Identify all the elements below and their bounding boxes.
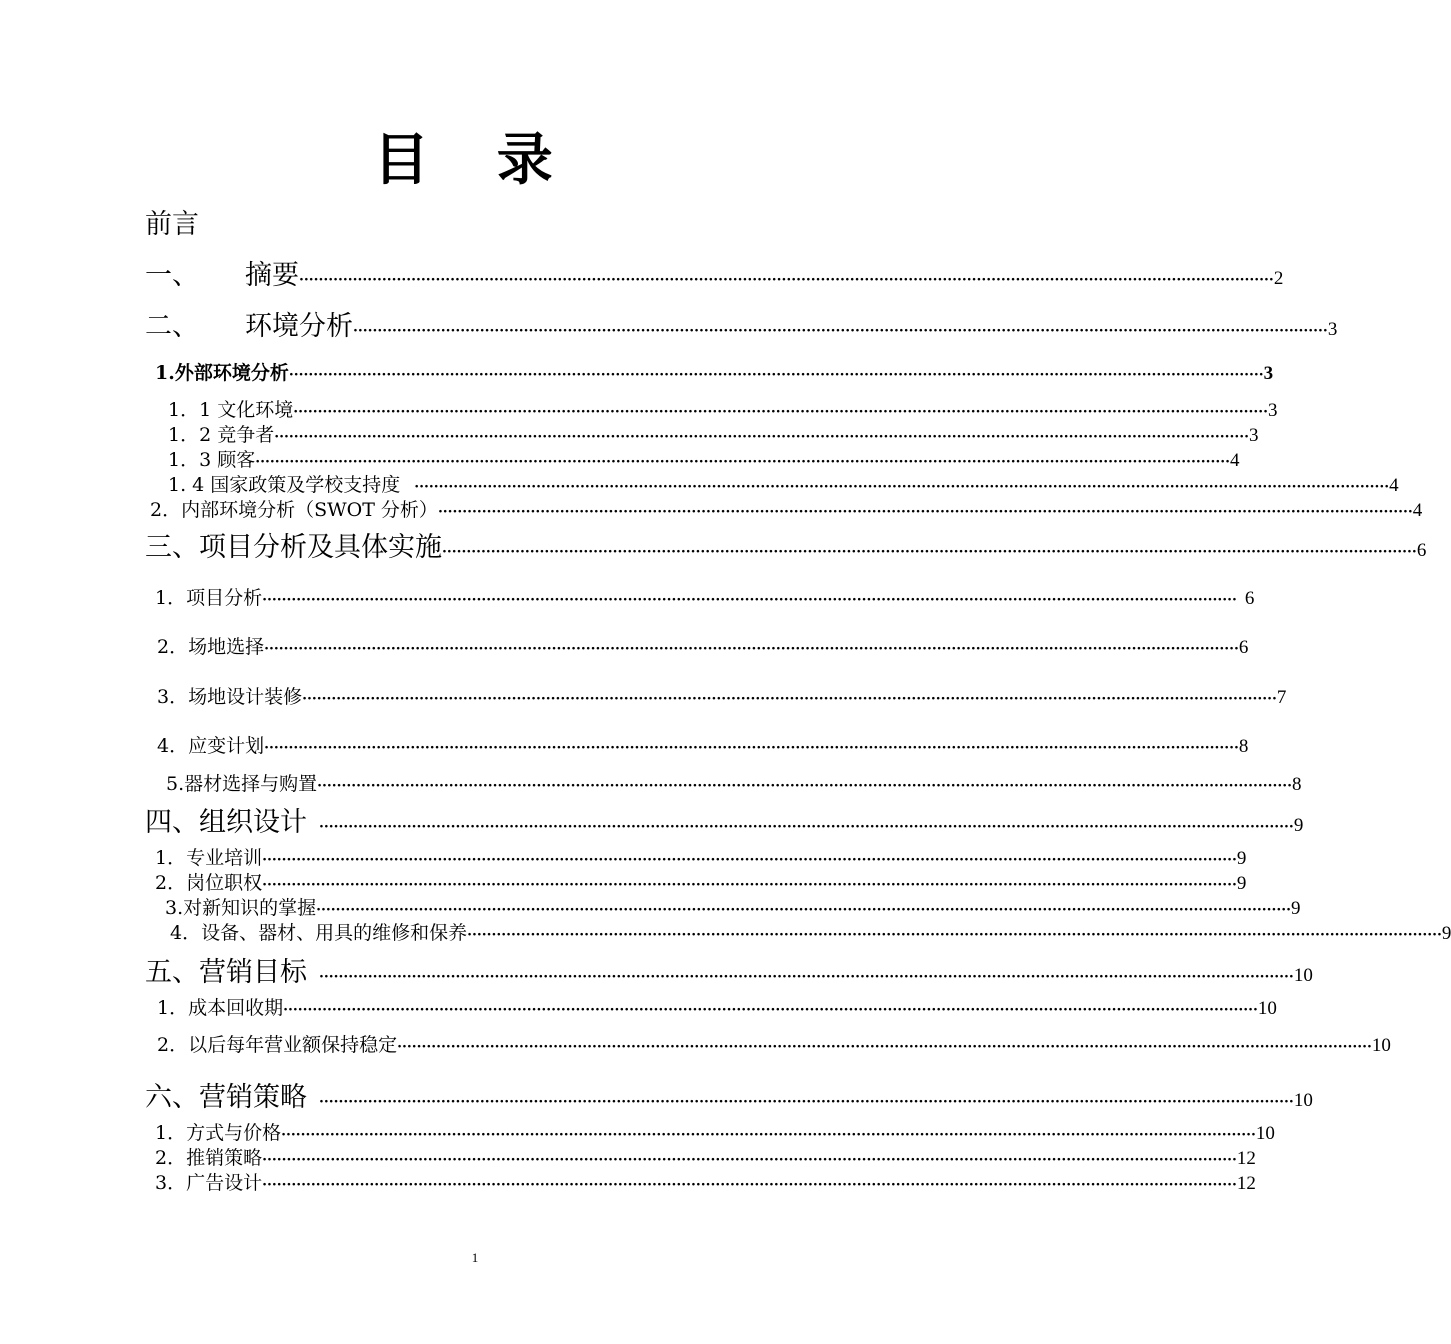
toc-entry-title: 2．以后每年营业额保持稳定 (157, 1034, 398, 1056)
toc-entry-page: 3 (1327, 319, 1338, 340)
toc-entry-title: 2．内部环境分析（SWOT 分析） (150, 499, 438, 521)
toc-entry-3[interactable] (145, 530, 1427, 570)
toc-entry-4-2[interactable] (155, 870, 1247, 898)
toc-entry-title: 2．岗位职权 (155, 872, 263, 894)
toc-entry-6-3[interactable] (155, 1170, 1256, 1198)
toc-entry-page: 4 (1389, 475, 1399, 496)
dot-leader: ········································································································································································································ (262, 852, 1237, 868)
dot-leader: ········································································································································································································ (317, 778, 1292, 794)
toc-entry-title: 4．设备、器材、用具的维修和保养 (170, 922, 468, 944)
toc-entry-3-1[interactable] (155, 585, 1255, 613)
toc-entry-page: 10 (1255, 1123, 1275, 1144)
dot-leader: ········································································································································································································ (283, 1002, 1258, 1018)
toc-entry-page: 10 (1371, 1035, 1391, 1056)
toc-entry-5-1[interactable] (157, 995, 1277, 1023)
page-title: 目 录 (373, 127, 577, 193)
toc-entry-title: 四、组织设计 (145, 807, 307, 838)
toc-entry-2[interactable] (145, 309, 1338, 349)
toc-entry-2-1-4[interactable] (168, 472, 1399, 500)
toc-entry-2-1[interactable] (155, 360, 1274, 388)
dot-leader: ········································································································································································································ (299, 272, 1274, 288)
toc-entry-title: 五、营销目标 (145, 957, 307, 988)
toc-entry-page: 6 (1416, 540, 1427, 561)
toc-entry-2-1-3[interactable] (168, 447, 1240, 475)
toc-entry-page: 8 (1238, 736, 1249, 757)
toc-entry-page: 6 (1238, 637, 1249, 658)
toc-entry-title: 1．专业培训 (155, 847, 263, 869)
dot-leader: ········································································································································································································ (397, 1039, 1372, 1055)
toc-entry-title: 环境分析 (245, 311, 353, 342)
dot-leader: ········································································································································································································ (262, 592, 1237, 608)
toc-entry-page: 12 (1236, 1173, 1256, 1194)
toc-entry-page: 6 (1244, 588, 1255, 609)
preface-heading: 前言 (145, 209, 199, 240)
dot-leader: ········································································································································································································ (264, 740, 1239, 756)
toc-entry-title: 1.外部环境分析 (155, 362, 289, 384)
dot-leader: ········································································································································································································ (255, 454, 1231, 470)
toc-entry-title: 2．推销策略 (155, 1147, 263, 1169)
dot-leader: ········································································································································································································ (319, 819, 1294, 835)
page-number: 1 (471, 1250, 479, 1265)
toc-entry-title: 1．2 竞争者 (168, 424, 275, 446)
dot-leader: ········································································································································································································ (262, 1177, 1237, 1193)
toc-entry-page: 9 (1293, 815, 1304, 836)
dot-leader: ········································································································································································································ (319, 1094, 1294, 1110)
toc-entry-page: 7 (1276, 687, 1287, 708)
dot-leader: ········································································································································································································ (467, 927, 1442, 943)
toc-entry-title: 摘要 (245, 260, 299, 291)
toc-entry-4-4[interactable] (170, 920, 1451, 948)
toc-entry-6-2[interactable] (155, 1145, 1256, 1173)
dot-leader: ········································································································································································································ (262, 877, 1237, 893)
toc-entry-page: 2 (1273, 268, 1284, 289)
toc-entry-page: 4 (1230, 450, 1240, 471)
toc-entry-page: 8 (1291, 774, 1302, 795)
toc-entry-2-1-2[interactable] (168, 422, 1259, 450)
toc-entry-5-2[interactable] (157, 1032, 1391, 1060)
toc-entry-title: 1．3 顾客 (168, 449, 256, 471)
dot-leader: ········································································································································································································ (319, 969, 1294, 985)
dot-leader: ········································································································································································································ (316, 902, 1291, 918)
toc-entry-3-4[interactable] (157, 733, 1249, 761)
dot-leader: ········································································································································································································ (262, 1152, 1237, 1168)
toc-entry-2-2[interactable] (150, 497, 1423, 525)
dot-leader: ········································································································································································································ (293, 404, 1269, 420)
toc-entry-title: 2．场地选择 (157, 636, 265, 658)
toc-entry-6[interactable] (145, 1080, 1313, 1120)
dot-leader: ········································································································································································································ (442, 544, 1417, 560)
dot-leader: ········································································································································································································ (353, 323, 1328, 339)
toc-entry-3-2[interactable] (157, 634, 1249, 662)
dot-leader: ········································································································································································································ (414, 479, 1390, 495)
toc-entry-title: 4．应变计划 (157, 735, 265, 757)
toc-entry-3-5[interactable] (166, 771, 1302, 799)
dot-leader: ········································································································································································································ (288, 367, 1264, 383)
toc-entry-title: 1. 4 国家政策及学校支持度 (168, 474, 401, 496)
toc-entry-page: 10 (1293, 965, 1313, 986)
toc-entry-title: 3．广告设计 (155, 1172, 263, 1194)
toc-entry-page: 3 (1263, 363, 1274, 384)
toc-entry-3-3[interactable] (157, 684, 1287, 712)
toc-entry-page: 9 (1236, 873, 1247, 894)
toc-entry-title: 1．方式与价格 (155, 1122, 282, 1144)
toc-entry-4-3[interactable] (165, 895, 1301, 923)
toc-entry-page: 4 (1412, 500, 1423, 521)
toc-entry-page: 9 (1290, 898, 1301, 919)
toc-entry-page: 3 (1249, 425, 1259, 446)
dot-leader: ········································································································································································································ (302, 691, 1277, 707)
toc-entry-page: 9 (1236, 848, 1247, 869)
toc-entry-title: 六、营销策略 (145, 1082, 307, 1113)
toc-entry-2-1-1[interactable] (168, 397, 1278, 425)
toc-entry-page: 3 (1268, 400, 1278, 421)
toc-entry-title: 5.器材选择与购置 (166, 773, 318, 795)
toc-entry-title: 1．1 文化环境 (168, 399, 294, 421)
toc-entry-title: 1．成本回收期 (157, 997, 284, 1019)
toc-entry-5[interactable] (145, 955, 1313, 995)
toc-entry-4-1[interactable] (155, 845, 1247, 873)
toc-entry-page: 10 (1293, 1090, 1313, 1111)
toc-entry-1[interactable] (145, 258, 1284, 298)
toc-entry-6-1[interactable] (155, 1120, 1275, 1148)
toc-entry-page: 12 (1236, 1148, 1256, 1169)
toc-entry-page: 10 (1257, 998, 1277, 1019)
dot-leader: ········································································································································································································ (264, 641, 1239, 657)
dot-leader: ········································································································································································································ (281, 1127, 1256, 1143)
toc-entry-label: 一、 (145, 260, 199, 291)
toc-entry-label: 二、 (145, 311, 199, 342)
toc-entry-title: 3.对新知识的掌握 (165, 897, 317, 919)
toc-entry-title: 三、项目分析及具体实施 (145, 532, 442, 563)
toc-entry-title: 1．项目分析 (155, 587, 263, 609)
toc-entry-4[interactable] (145, 805, 1304, 845)
toc-entry-title: 3．场地设计装修 (157, 686, 303, 708)
toc-entry-page: 9 (1441, 923, 1451, 944)
dot-leader: ········································································································································································································ (437, 504, 1413, 520)
dot-leader: ········································································································································································································ (274, 429, 1250, 445)
